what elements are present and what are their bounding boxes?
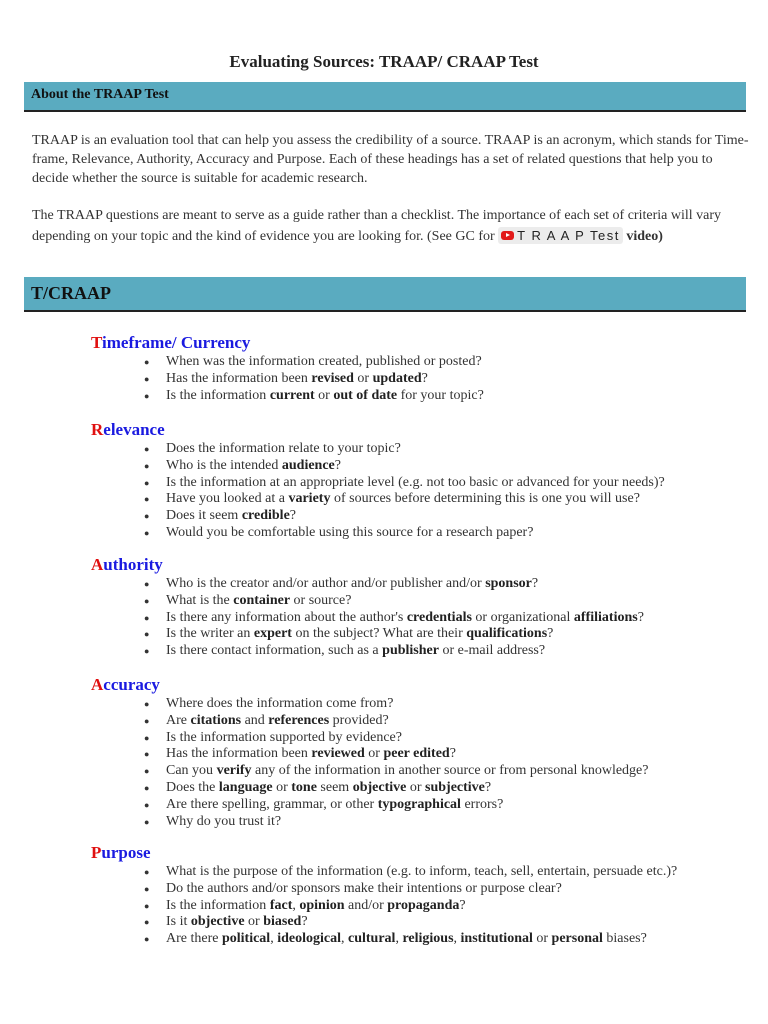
question-text: Is the information supported by evidence? — [166, 729, 402, 745]
question-text: or — [272, 779, 292, 795]
question-item — [91, 593, 751, 610]
section-purpose — [91, 843, 751, 948]
question-item — [91, 371, 751, 388]
question-text: ? — [289, 508, 297, 524]
question-item — [91, 881, 751, 898]
question-text: Does it seem — [166, 508, 242, 524]
question-text: for your topic? — [397, 387, 484, 403]
question-text: Where does the information come from? — [166, 696, 394, 711]
question-item — [91, 746, 751, 763]
question-text: or — [353, 370, 373, 386]
keyword: affiliations — [573, 609, 638, 625]
question-text: What is the — [166, 592, 234, 608]
keyword: reviewed — [311, 746, 365, 762]
traap-video-link[interactable] — [498, 227, 623, 244]
question-item — [91, 898, 751, 915]
question-list — [91, 354, 751, 404]
section-relevance — [91, 420, 751, 542]
keyword: religious — [402, 931, 454, 947]
question-text: Are — [166, 712, 191, 728]
question-text: any of the information in another source or from personal knowledge? — [251, 763, 649, 779]
question-list — [91, 864, 751, 948]
question-text: Do the authors and/or sponsors make their intentions or purpose clear? — [166, 880, 562, 896]
keyword: peer edited — [383, 746, 450, 762]
keyword: credible — [241, 508, 290, 524]
section-heading-rest: ccuracy — [103, 675, 160, 694]
question-text: or source? — [290, 592, 352, 608]
intro-paragraph-2 — [32, 205, 752, 247]
keyword: subjective — [425, 779, 485, 795]
page-title: Evaluating Sources: TRAAP/ CRAAP Test — [229, 52, 539, 71]
question-item — [91, 576, 751, 593]
question-text: ? — [301, 914, 308, 930]
section-heading — [91, 675, 751, 695]
keyword: audience — [281, 457, 335, 473]
section-initial: P — [91, 843, 102, 862]
keyword: cultural — [347, 931, 396, 947]
keyword: opinion — [299, 897, 345, 913]
question-text: and/or — [344, 897, 388, 913]
question-item — [91, 914, 751, 931]
question-list — [91, 441, 751, 542]
question-text: , — [395, 931, 403, 947]
question-text: or e-mail address? — [438, 643, 546, 659]
keyword: credentials — [406, 609, 472, 625]
question-item — [91, 713, 751, 730]
section-authority — [91, 555, 751, 660]
section-heading — [91, 555, 751, 575]
question-item — [91, 763, 751, 780]
question-item — [91, 354, 751, 371]
keyword: language — [218, 779, 273, 795]
section-initial: T — [91, 333, 103, 352]
question-item — [91, 525, 751, 542]
keyword: container — [233, 592, 291, 608]
keyword: typographical — [377, 796, 461, 812]
intro-paragraph-2-text: The TRAAP questions are meant to serve as a guide rather than a checklist. The importance of each set of criteria will vary depending on your topic and the kind of evidence you are looking for. (See GC for — [32, 208, 721, 244]
question-text: ? — [484, 779, 492, 795]
question-text: , — [270, 931, 278, 947]
question-text: ? — [459, 897, 466, 913]
question-text: or — [364, 746, 384, 762]
about-header: About the TRAAP Test — [24, 82, 746, 112]
question-text: Has the information been — [166, 370, 312, 386]
question-text: or — [532, 931, 552, 947]
keyword: tone — [291, 779, 317, 795]
keyword: current — [269, 387, 315, 403]
keyword: qualifications — [466, 626, 548, 642]
question-text: ? — [637, 609, 644, 625]
question-text: , — [453, 931, 461, 947]
keyword: out of date — [333, 387, 398, 403]
question-text: Is the information — [166, 897, 270, 913]
question-list — [91, 696, 751, 830]
question-text: errors? — [460, 796, 504, 812]
question-text: Is the information at an appropriate level (e.g. not too basic or advanced for your needs)? — [166, 474, 665, 490]
section-initial: R — [91, 420, 104, 439]
keyword: citations — [190, 712, 242, 728]
question-item — [91, 730, 751, 747]
keyword: biased — [263, 914, 302, 930]
keyword: revised — [311, 370, 354, 386]
question-text: ? — [547, 626, 554, 642]
section-heading — [91, 843, 751, 863]
question-item — [91, 491, 751, 508]
section-heading-rest: uthority — [103, 555, 163, 574]
keyword: updated — [372, 370, 422, 386]
question-item — [91, 797, 751, 814]
question-item — [91, 508, 751, 525]
question-item — [91, 814, 751, 831]
question-text: Are there — [166, 931, 222, 947]
section-accuracy — [91, 675, 751, 830]
question-list — [91, 576, 751, 660]
question-text: Who is the intended — [166, 457, 282, 473]
question-text: or organizational — [471, 609, 574, 625]
question-text: Has the information been — [166, 746, 312, 762]
keyword: sponsor — [485, 576, 532, 591]
question-item — [91, 458, 751, 475]
question-text: Is it — [166, 914, 191, 930]
youtube-icon — [501, 231, 514, 240]
intro-paragraph-1: TRAAP is an evaluation tool that can help you assess the credibility of a source. TRAAP is an acronym, which stands for Time-frame, Relevance, Authority, Accuracy and Purpose. Each of these headings has a set of related questions that help you to decide whether the source is suitable for academic research. — [32, 133, 749, 186]
question-item — [91, 931, 751, 948]
keyword: ideological — [277, 931, 341, 947]
question-text: ? — [421, 370, 428, 386]
section-heading-rest: elevance — [103, 420, 165, 439]
question-text: Have you looked at a — [166, 491, 289, 507]
question-text: ? — [334, 457, 341, 473]
tcraap-header: T/CRAAP — [24, 277, 746, 312]
section-heading-rest: imeframe/ Currency — [102, 333, 251, 352]
keyword: objective — [190, 914, 245, 930]
question-text: Why do you trust it? — [166, 813, 282, 829]
question-text: Does the information relate to your topic? — [166, 441, 401, 456]
question-item — [91, 475, 751, 492]
keyword: objective — [352, 779, 407, 795]
question-text: When was the information created, published or posted? — [166, 354, 482, 369]
question-item — [91, 780, 751, 797]
traap-video-link-label: T R A A P Test — [517, 228, 620, 243]
question-text: of sources before determining this is one you will use? — [330, 491, 640, 507]
question-text: biases? — [602, 931, 647, 947]
question-text: Would you be comfortable using this source for a research paper? — [166, 524, 534, 540]
question-item — [91, 864, 751, 881]
question-text: Who is the creator and/or author and/or publisher and/or — [166, 576, 486, 591]
section-heading — [91, 333, 751, 353]
keyword: verify — [216, 763, 252, 779]
question-text: or — [244, 914, 264, 930]
keyword: institutional — [460, 931, 533, 947]
question-text: on the subject? What are their — [291, 626, 467, 642]
keyword: personal — [551, 931, 603, 947]
keyword: propaganda — [387, 897, 460, 913]
keyword: references — [268, 712, 330, 728]
question-text: or — [406, 779, 426, 795]
section-initial: A — [91, 555, 104, 574]
question-text: Is the information — [166, 387, 270, 403]
keyword: variety — [288, 491, 331, 507]
question-item — [91, 610, 751, 627]
section-heading-rest: urpose — [101, 843, 151, 862]
question-text: Is there contact information, such as a — [166, 643, 383, 659]
question-item — [91, 388, 751, 405]
question-text: provided? — [329, 712, 389, 728]
keyword: expert — [253, 626, 292, 642]
section-heading — [91, 420, 751, 440]
question-item — [91, 643, 751, 660]
keyword: fact — [269, 897, 293, 913]
question-text: ? — [449, 746, 456, 762]
question-text: Can you — [166, 763, 217, 779]
question-text: , — [292, 897, 300, 913]
keyword: political — [221, 931, 271, 947]
question-text: Is the writer an — [166, 626, 254, 642]
section-initial: A — [91, 675, 104, 694]
question-item — [91, 626, 751, 643]
question-text: seem — [316, 779, 353, 795]
question-text: , — [340, 931, 348, 947]
section-timeframe — [91, 333, 751, 404]
intro-paragraph-2-suffix: video) — [622, 229, 663, 244]
question-text: Is there any information about the author's — [166, 609, 407, 625]
question-item — [91, 696, 751, 713]
keyword: publisher — [382, 643, 439, 659]
question-text: and — [241, 712, 269, 728]
question-text: Are there spelling, grammar, or other — [166, 796, 378, 812]
question-text: or — [314, 387, 334, 403]
question-item — [91, 441, 751, 458]
question-text: What is the purpose of the information (e.g. to inform, teach, sell, entertain, persuade etc.)? — [166, 864, 678, 879]
question-text: ? — [531, 576, 539, 591]
question-text: Does the — [166, 779, 219, 795]
